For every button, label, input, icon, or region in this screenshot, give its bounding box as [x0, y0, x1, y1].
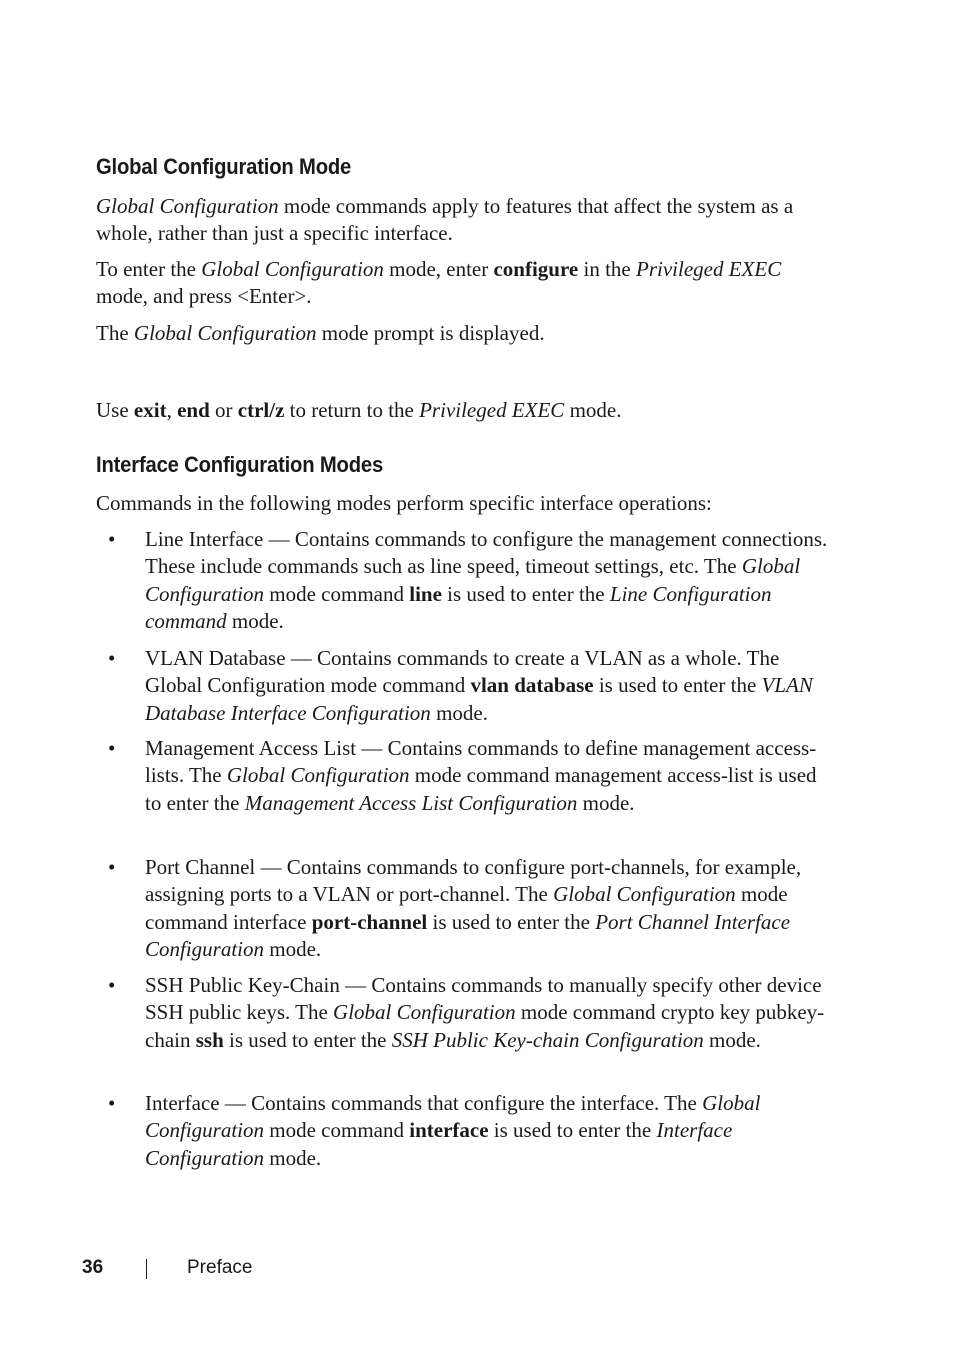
italic-term: Global Configuration: [96, 194, 279, 218]
text-run: mode command interface: [145, 882, 788, 934]
bullet-icon: •: [108, 736, 116, 760]
mode-name: Management Access List: [145, 736, 357, 760]
mode-name: SSH Public Key-Chain: [145, 973, 340, 997]
section-heading-interface-configuration-modes: Interface Configuration Modes: [96, 452, 384, 477]
italic-term: Global Configuration: [145, 1091, 761, 1143]
bullet-icon: •: [108, 855, 116, 879]
command-keyword: exit: [133, 398, 167, 422]
bullet-icon: •: [108, 973, 116, 997]
paragraph-enter-global-config: [96, 256, 826, 311]
italic-term: Global Configuration: [201, 257, 384, 281]
page-number: 36: [82, 1257, 104, 1278]
command-keyword: vlan database: [470, 673, 594, 698]
text-run: mode commands apply to features that affect the system as a whole, rather than just a specific interface.: [96, 194, 794, 246]
text-run: mode, and press <Enter>.: [96, 284, 312, 309]
mode-name: VLAN Database: [145, 646, 286, 670]
text-run: to return to the: [284, 398, 420, 422]
italic-term: Privileged EXEC: [419, 398, 565, 422]
command-keyword: ctrl/z: [237, 398, 285, 422]
italic-term: Line Configuration command: [145, 581, 772, 633]
list-item-line-interface: [145, 526, 835, 635]
footer-divider: [146, 1259, 147, 1279]
text-run: is used to enter the: [427, 909, 596, 934]
text-run: Use: [96, 398, 134, 422]
text-run: mode command crypto key pubkey-chain: [145, 1000, 825, 1052]
bullet-icon: •: [108, 1091, 116, 1115]
paragraph-prompt-displayed: [96, 320, 826, 347]
list-item-port-channel: [145, 854, 835, 963]
text-run: — Contains commands that configure the interface. The: [219, 1091, 703, 1115]
text-run: mode.: [264, 936, 322, 961]
text-run: ,: [166, 398, 178, 422]
italic-term: Port Channel Interface Configuration: [145, 909, 791, 961]
italic-term: Global Configuration: [226, 763, 410, 788]
mode-name: Port Channel: [145, 855, 256, 879]
mode-name: Line Interface: [145, 527, 264, 551]
italic-term: Global Configuration: [133, 321, 317, 345]
italic-term: VLAN Database Interface Configuration: [145, 673, 813, 725]
text-run: mode.: [226, 608, 284, 633]
italic-term: Privileged EXEC: [636, 257, 782, 281]
text-run: mode command: [264, 1118, 410, 1143]
text-run: is used to enter the: [488, 1118, 657, 1143]
text-run: is used to enter the: [441, 581, 610, 606]
text-run: — Contains commands to configure port-channels, for example, assigning ports to a VLAN or port-channel. The: [145, 855, 802, 907]
italic-term: Management Access List Configuration: [244, 790, 578, 815]
list-item-interface: [145, 1090, 835, 1172]
text-run: — Contains commands to create a VLAN as a whole. The Global Configuration mode command: [145, 646, 780, 698]
text-run: mode.: [703, 1027, 761, 1052]
list-item-vlan-database: [145, 645, 835, 727]
text-run: is used to enter the: [223, 1027, 392, 1052]
text-run: mode prompt is displayed.: [316, 321, 545, 345]
command-keyword: port-channel: [311, 909, 428, 934]
mode-name: Interface: [145, 1091, 220, 1115]
text-run: is used to enter the: [593, 673, 762, 698]
command-keyword: ssh: [195, 1027, 224, 1052]
text-run: mode.: [577, 790, 635, 815]
text-run: — Contains commands to manually specify other device SSH public keys. The: [145, 973, 822, 1025]
italic-term: SSH Public Key-chain Configuration: [391, 1027, 704, 1052]
text-run: mode command: [264, 581, 410, 606]
text-run: in the: [578, 257, 637, 281]
command-keyword: end: [177, 398, 210, 422]
bullet-icon: •: [108, 646, 116, 670]
list-item-management-access-list: [145, 735, 835, 817]
paragraph-interface-modes-intro: Commands in the following modes perform specific interface operations:: [96, 491, 712, 515]
paragraph-global-config-description: [96, 193, 826, 248]
text-run: The: [96, 321, 134, 345]
command-keyword: configure: [493, 257, 579, 281]
text-run: mode, enter: [383, 257, 494, 281]
text-run: — Contains commands to configure the management connections. These include commands such as line speed, timeout settings, etc. The: [145, 527, 828, 579]
italic-term: Global Configuration: [553, 882, 736, 907]
command-keyword: line: [409, 581, 442, 606]
text-run: — Contains commands to define management access-lists. The: [145, 736, 817, 788]
text-run: To enter the: [96, 257, 202, 281]
italic-term: Global Configuration: [333, 1000, 516, 1025]
command-keyword: interface: [409, 1118, 489, 1143]
text-run: or: [209, 398, 238, 422]
paragraph-return-to-privileged-exec: [96, 397, 826, 424]
footer-section-label: Preface: [187, 1257, 253, 1278]
italic-term: Global Configuration: [145, 554, 801, 606]
text-run: mode command management access-list is used to enter the: [145, 763, 817, 815]
text-run: mode.: [564, 398, 622, 422]
text-run: mode.: [430, 700, 488, 725]
section-heading-global-configuration-mode: Global Configuration Mode: [96, 154, 352, 179]
text-run: mode.: [264, 1145, 322, 1170]
bullet-icon: •: [108, 527, 116, 551]
list-item-ssh-public-key-chain: [145, 972, 835, 1054]
italic-term: Interface Configuration: [145, 1118, 733, 1170]
